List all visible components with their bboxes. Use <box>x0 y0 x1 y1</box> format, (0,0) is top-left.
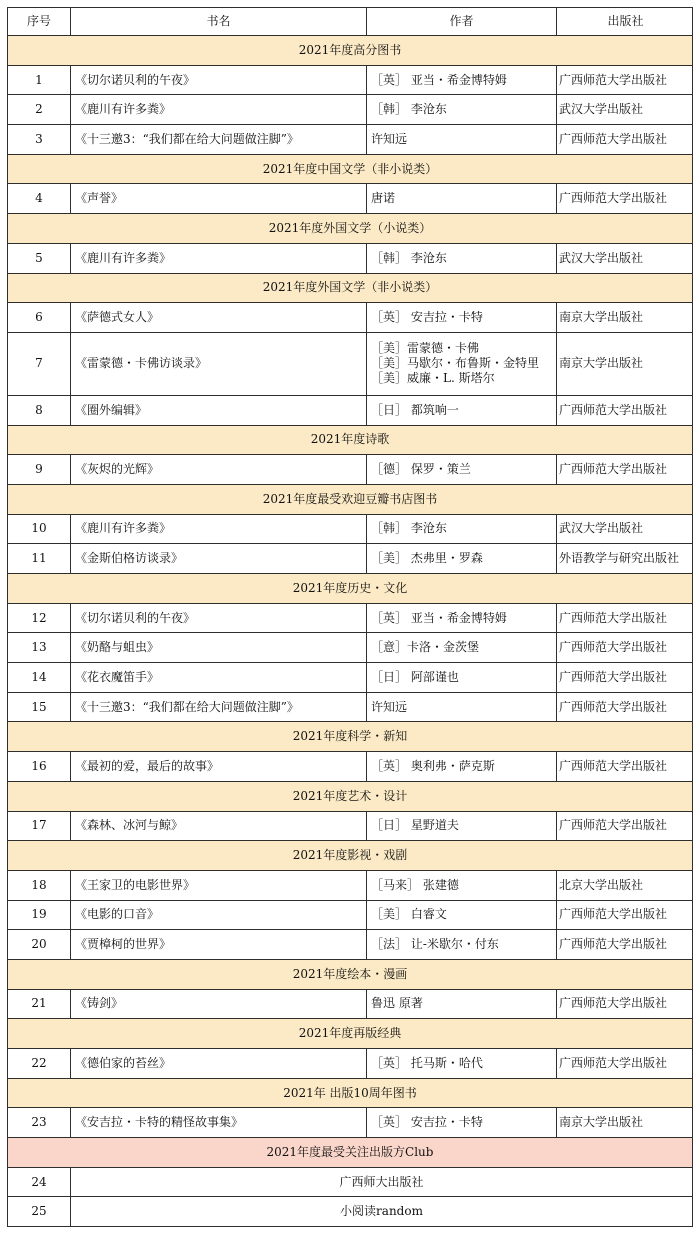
book-title: 《切尔诺贝利的午夜》 <box>70 604 366 633</box>
row-number: 7 <box>7 333 70 395</box>
table-row <box>7 184 693 214</box>
section-label: 2021年度绘本・漫画 <box>7 960 693 989</box>
row-number: 23 <box>7 1108 70 1137</box>
table-row <box>7 66 693 96</box>
book-author <box>366 303 556 332</box>
author-name: ［马来］ 张建德 <box>371 877 459 892</box>
book-publisher: 广西师范大学出版社 <box>556 1049 693 1078</box>
book-publisher: 武汉大学出版社 <box>556 95 693 124</box>
book-author <box>366 184 556 213</box>
club-row <box>7 1197 693 1227</box>
book-publisher: 武汉大学出版社 <box>556 244 693 273</box>
book-author <box>366 1108 556 1137</box>
book-title: 《王家卫的电影世界》 <box>70 871 366 900</box>
column-header-number: 序号 <box>7 8 70 35</box>
section-header-row <box>7 274 693 304</box>
book-publisher: 广西师范大学出版社 <box>556 66 693 95</box>
author-name: ［日］ 星野道夫 <box>371 818 459 833</box>
section-header-row <box>7 426 693 456</box>
author-name: 唐诺 <box>371 191 396 206</box>
row-number: 4 <box>7 184 70 213</box>
table-row <box>7 930 693 960</box>
book-author <box>366 901 556 930</box>
section-label: 2021年度最受欢迎豆瓣书店图书 <box>7 485 693 514</box>
row-number: 25 <box>7 1197 70 1226</box>
table-row <box>7 752 693 782</box>
section-header-row <box>7 485 693 515</box>
author-name: ［韩］ 李沧东 <box>371 102 447 117</box>
book-author <box>366 244 556 273</box>
book-title: 《花衣魔笛手》 <box>70 663 366 692</box>
section-label: 2021年度最受关注出版方Club <box>7 1138 693 1167</box>
section-label: 2021年度外国文学（小说类） <box>7 214 693 243</box>
author-name: ［英］ 奥利弗・萨克斯 <box>371 758 495 773</box>
book-title: 《声誉》 <box>70 184 366 213</box>
book-author <box>366 930 556 959</box>
row-number: 24 <box>7 1168 70 1197</box>
row-number: 1 <box>7 66 70 95</box>
book-publisher: 广西师范大学出版社 <box>556 604 693 633</box>
row-number: 17 <box>7 812 70 841</box>
book-publisher: 广西师范大学出版社 <box>556 812 693 841</box>
section-label: 2021年度艺术・设计 <box>7 782 693 811</box>
author-name: 许知远 <box>371 131 408 146</box>
book-author <box>366 455 556 484</box>
table-row <box>7 604 693 634</box>
author-name: ［意］卡洛・金茨堡 <box>371 640 480 655</box>
table-row <box>7 663 693 693</box>
book-title: 《雷蒙德・卡佛访谈录》 <box>70 333 366 395</box>
section-label: 2021年度高分图书 <box>7 36 693 65</box>
author-name: ［法］ 让-米歇尔・付东 <box>371 937 499 952</box>
section-header-row <box>7 722 693 752</box>
book-author <box>366 812 556 841</box>
author-name: ［英］ 亚当・希金博特姆 <box>371 610 507 625</box>
row-number: 5 <box>7 244 70 273</box>
book-author <box>366 544 556 573</box>
book-title: 《十三邀3：“我们都在给大问题做注脚”》 <box>70 125 366 154</box>
table-header-row <box>7 7 693 36</box>
author-name: ［美］威廉・L. 斯塔尔 <box>371 371 495 386</box>
table-row <box>7 633 693 663</box>
row-number: 22 <box>7 1049 70 1078</box>
author-name: ［韩］ 李沧东 <box>371 521 447 536</box>
book-title: 《最初的爱，最后的故事》 <box>70 752 366 781</box>
book-publisher: 广西师范大学出版社 <box>556 663 693 692</box>
book-publisher: 外语教学与研究出版社 <box>556 544 693 573</box>
book-title: 《电影的口音》 <box>70 901 366 930</box>
section-header-row <box>7 574 693 604</box>
row-number: 9 <box>7 455 70 484</box>
row-number: 2 <box>7 95 70 124</box>
row-number: 11 <box>7 544 70 573</box>
book-title: 《安吉拉・卡特的精怪故事集》 <box>70 1108 366 1137</box>
table-row <box>7 1049 693 1079</box>
book-publisher: 广西师范大学出版社 <box>556 693 693 722</box>
book-publisher: 广西师范大学出版社 <box>556 930 693 959</box>
book-title: 《奶酪与蛆虫》 <box>70 633 366 662</box>
section-header-row <box>7 1019 693 1049</box>
book-author <box>366 604 556 633</box>
book-title: 《灰烬的光辉》 <box>70 455 366 484</box>
table-row <box>7 812 693 842</box>
book-author <box>366 66 556 95</box>
book-title: 《鹿川有许多粪》 <box>70 244 366 273</box>
row-number: 3 <box>7 125 70 154</box>
row-number: 20 <box>7 930 70 959</box>
table-row <box>7 396 693 426</box>
book-publisher: 广西师范大学出版社 <box>556 184 693 213</box>
row-number: 8 <box>7 396 70 425</box>
club-row <box>7 1168 693 1198</box>
book-title: 《贾樟柯的世界》 <box>70 930 366 959</box>
book-publisher: 南京大学出版社 <box>556 303 693 332</box>
author-name: ［英］ 托马斯・哈代 <box>371 1055 483 1070</box>
section-header-row <box>7 1079 693 1109</box>
table-row <box>7 455 693 485</box>
book-author <box>366 333 556 395</box>
book-title: 《德伯家的苔丝》 <box>70 1049 366 1078</box>
author-name: ［英］ 安吉拉・卡特 <box>371 310 483 325</box>
book-author <box>366 396 556 425</box>
table-row <box>7 544 693 574</box>
row-number: 19 <box>7 901 70 930</box>
table-row <box>7 871 693 901</box>
book-title: 《萨德式女人》 <box>70 303 366 332</box>
row-number: 13 <box>7 633 70 662</box>
section-header-row <box>7 782 693 812</box>
column-header-publisher: 出版社 <box>556 8 693 35</box>
table-row <box>7 303 693 333</box>
book-author <box>366 125 556 154</box>
author-name: ［美］马歇尔・布鲁斯・金特里 <box>371 356 540 371</box>
section-header-row <box>7 960 693 990</box>
book-publisher: 广西师范大学出版社 <box>556 396 693 425</box>
section-header-row <box>7 155 693 185</box>
section-label: 2021年度中国文学（非小说类） <box>7 155 693 184</box>
book-title: 《鹿川有许多粪》 <box>70 515 366 544</box>
section-header-row <box>7 214 693 244</box>
book-author <box>366 515 556 544</box>
book-title: 《铸剑》 <box>70 990 366 1019</box>
column-header-title: 书名 <box>70 8 366 35</box>
section-label: 2021年度影视・戏剧 <box>7 841 693 870</box>
book-author <box>366 990 556 1019</box>
book-publisher: 广西师范大学出版社 <box>556 455 693 484</box>
section-header-row <box>7 1138 693 1168</box>
book-title: 《圈外编辑》 <box>70 396 366 425</box>
club-publisher-name: 广西师大出版社 <box>70 1168 693 1197</box>
author-name: ［美］ 白睿文 <box>371 907 447 922</box>
row-number: 18 <box>7 871 70 900</box>
book-author <box>366 633 556 662</box>
book-publisher: 北京大学出版社 <box>556 871 693 900</box>
author-name: ［美］雷蒙德・卡佛 <box>371 341 480 356</box>
row-number: 12 <box>7 604 70 633</box>
table-row <box>7 693 693 723</box>
author-name: ［韩］ 李沧东 <box>371 250 447 265</box>
section-label: 2021年 出版10周年图书 <box>7 1079 693 1108</box>
row-number: 14 <box>7 663 70 692</box>
club-publisher-name: 小阅读random <box>70 1197 693 1226</box>
table-row <box>7 95 693 125</box>
section-label: 2021年度历史・文化 <box>7 574 693 603</box>
section-label: 2021年度科学・新知 <box>7 722 693 751</box>
author-name: ［日］ 都筑响一 <box>371 402 459 417</box>
row-number: 10 <box>7 515 70 544</box>
book-title: 《十三邀3：“我们都在给大问题做注脚”》 <box>70 693 366 722</box>
book-title: 《切尔诺贝利的午夜》 <box>70 66 366 95</box>
author-name: ［英］ 安吉拉・卡特 <box>371 1115 483 1130</box>
book-author <box>366 871 556 900</box>
table-row <box>7 515 693 545</box>
section-header-row <box>7 841 693 871</box>
table-row <box>7 1108 693 1138</box>
book-title: 《鹿川有许多粪》 <box>70 95 366 124</box>
book-title: 《金斯伯格访谈录》 <box>70 544 366 573</box>
author-name: ［英］ 亚当・希金博特姆 <box>371 72 507 87</box>
table-row <box>7 990 693 1020</box>
table-row <box>7 244 693 274</box>
row-number: 21 <box>7 990 70 1019</box>
row-number: 6 <box>7 303 70 332</box>
table-row <box>7 125 693 155</box>
column-header-author: 作者 <box>366 8 556 35</box>
book-publisher: 广西师范大学出版社 <box>556 633 693 662</box>
table-body <box>7 36 693 1227</box>
section-header-row <box>7 36 693 66</box>
row-number: 16 <box>7 752 70 781</box>
table-row <box>7 333 693 396</box>
author-name: ［日］ 阿部谨也 <box>371 669 459 684</box>
book-publisher: 广西师范大学出版社 <box>556 901 693 930</box>
book-author <box>366 693 556 722</box>
book-title: 《森林、冰河与鲸》 <box>70 812 366 841</box>
table-row <box>7 901 693 931</box>
row-number: 15 <box>7 693 70 722</box>
author-name: ［德］ 保罗・策兰 <box>371 462 471 477</box>
book-publisher: 广西师范大学出版社 <box>556 752 693 781</box>
book-list-table <box>7 7 693 1227</box>
author-name: ［美］ 杰弗里・罗森 <box>371 551 483 566</box>
book-publisher: 南京大学出版社 <box>556 333 693 395</box>
author-name: 鲁迅 原著 <box>371 996 423 1011</box>
section-label: 2021年度外国文学（非小说类） <box>7 274 693 303</box>
book-author <box>366 663 556 692</box>
section-label: 2021年度再版经典 <box>7 1019 693 1048</box>
book-publisher: 武汉大学出版社 <box>556 515 693 544</box>
author-name: 许知远 <box>371 699 408 714</box>
book-publisher: 广西师范大学出版社 <box>556 990 693 1019</box>
book-author <box>366 1049 556 1078</box>
book-author <box>366 95 556 124</box>
section-label: 2021年度诗歌 <box>7 426 693 455</box>
book-publisher: 南京大学出版社 <box>556 1108 693 1137</box>
book-publisher: 广西师范大学出版社 <box>556 125 693 154</box>
book-author <box>366 752 556 781</box>
